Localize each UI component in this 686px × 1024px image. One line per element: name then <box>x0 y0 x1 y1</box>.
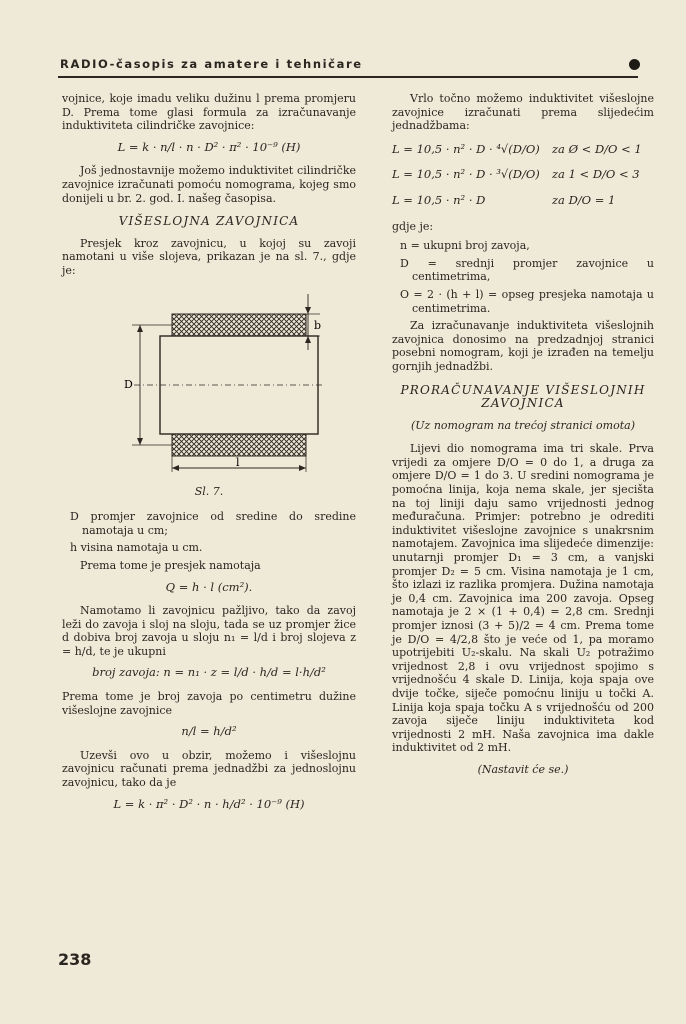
figure-caption: Sl. 7. <box>194 484 224 498</box>
header-dot-icon <box>629 59 640 70</box>
formula-cross-section: Q = h · l (cm²). <box>165 579 253 594</box>
section-subtitle: (Uz nomogram na trećoj stranici omota) <box>410 418 636 432</box>
formula-turns-per-cm: n/l = h/d² <box>181 724 237 739</box>
equation-condition: za D/O = 1 <box>552 192 616 207</box>
label-l: l <box>236 455 240 469</box>
equation: L = 10,5 · n² · D · ⁴√(D/O) <box>392 141 540 156</box>
page-header <box>58 54 638 78</box>
definition-item: O = 2 · (h + l) = opseg presjeka namotaja u centimetrima. <box>400 287 654 315</box>
paragraph: Presjek kroz zavojnicu, u kojoj su zavoji namotani u više slojeva, prikazan je na sl. 7., gdje je: <box>62 236 356 277</box>
winding-top <box>172 314 306 336</box>
definition-item: D promjer zavojnice od sredine do sredine namotaja u cm; <box>70 510 356 537</box>
definition-item: h visina namotaja u cm. <box>70 541 203 555</box>
paragraph: Za izračunavanje induktiviteta višeslojnih zavojnica donosimo na predzadnjoj stranici posebni nomogram, koji je izrađen na temelju gornjih jednadžbi. <box>392 319 654 373</box>
equation-row <box>392 194 654 208</box>
section-title: PRORAČUNAVANJE VIŠESLOJNIH ZAVOJNICA <box>400 382 646 411</box>
formula-cylindrical-inductance: L = k · n/l · n · D² · π² · 10⁻⁹ (H) <box>117 139 301 154</box>
paragraph: Vrlo točno možemo induktivitet višeslojne zavojnice izračunati prema slijedećim jednadžbama: <box>392 92 654 133</box>
paragraph: Još jednostavnije možemo induktivitet cilindričke zavojnice izračunati pomoću nomograma, kojeg smo donijeli u br. 2. god. I. našeg časopisa. <box>62 164 356 205</box>
formula-turns: broj zavoja: n = n₁ · z = l/d · h/d = l·h/d² <box>92 665 326 680</box>
paragraph: gdje je: <box>392 219 434 233</box>
paragraph: Uzevši ovo u obzir, možemo i višeslojnu zavojnicu računati prema jednadžbi za jednoslojnu zavojnicu, tako da je <box>62 748 356 790</box>
header-title: RADIO-časopis za amatere i tehničare <box>60 57 363 71</box>
coil-cross-section-figure <box>94 284 324 479</box>
formula-multilayer-inductance: L = k · π² · D² · n · h/d² · 10⁻⁹ (H) <box>113 796 305 811</box>
paragraph: Prema tome je broj zavoja po centimetru dužine višeslojne zavojnice <box>62 690 356 717</box>
equation: L = 10,5 · n² · D · ³√(D/O) <box>392 167 540 182</box>
continuation-note: (Nastavit će se.) <box>477 762 569 776</box>
page-number: 238 <box>58 950 92 969</box>
paragraph: Prema tome je presjek namotaja <box>80 558 261 572</box>
paragraph: Lijevi dio nomograma ima tri skale. Prva vrijedi za omjere D/O = 0 do 1, a druga za omjere D/O = 1 do 3. U sredini nomograma je pomoćna linija, koja nema skale, jer sjecišta na toj liniji daju samo vrijednosti jednog međuračuna. Primjer: potrebno je odrediti induktivitet višeslojne zavojnice s unakrsnim namotajem. Zavojnica ima slijedeće dimenzije: unutarnji promjer D₁ = 3 cm, a vanjski promjer D₂ = 5 cm. Visina namotaja je 1 cm, što izlazi iz razlika promjera. Dužina namotaja je 0,4 cm. Zavojnica ima 200 zavoja. Opseg namotaja je 2 × (1 + 0,4) = 2,8 cm. Srednji promjer iznosi (3 + 5)/2 = 4 cm. Prema tome je D/O = 4/2,8 što je veće od 1, pa moramo upotrijebiti U₂-skalu. Na skali U₂ potražimo vrijednost 2,8 i ovu vrijednost spojimo s vrijednošću 4 skale D. Linija, koja spaja ove dvije točke, siječe pomoćnu liniju u točki A. Linija koja spaja točku A s vrijednošću od 200 zavoja siječe liniju induktiviteta kod vrijednosti 2 mH. Naša zavojnica ima dakle induktivitet od 2 mH. <box>392 442 654 755</box>
equation: L = 10,5 · n² · D <box>392 192 486 207</box>
equation-condition: za Ø < D/O < 1 <box>552 141 642 156</box>
equation-row <box>392 143 654 157</box>
definition-item: n = ukupni broj zavoja, <box>400 239 530 253</box>
left-column <box>62 92 356 821</box>
right-column <box>392 92 654 777</box>
paragraph: Namotamo li zavojnicu pažljivo, tako da zavoj leži do zavoja i sloj na sloju, tada se uz promjer žice d dobiva broj zavoja u sloju n₁ = l/d i broj slojeva z = h/d, te je ukupni <box>62 604 356 658</box>
section-title: VIŠESLOJNA ZAVOJNICA <box>118 214 300 229</box>
paragraph: vojnice, koje imadu veliku dužinu l prema promjeru D. Prema tome glasi formula za izračunavanje induktiviteta cilindričke zavojnice: <box>62 92 356 133</box>
label-d: D <box>124 377 133 391</box>
equation-condition: za 1 < D/O < 3 <box>552 167 640 182</box>
label-b: b <box>314 318 322 332</box>
winding-bottom <box>172 434 306 456</box>
definition-item: D = srednji promjer zavojnice u centimetrima, <box>400 256 654 284</box>
equation-row <box>392 168 654 182</box>
